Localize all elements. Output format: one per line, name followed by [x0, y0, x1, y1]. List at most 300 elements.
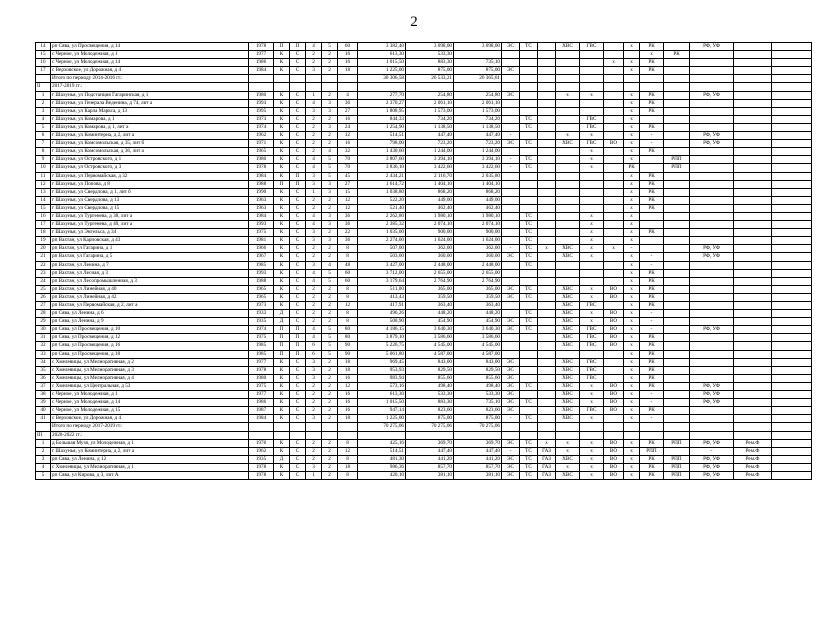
table-cell: 533,30: [406, 51, 454, 59]
table-cell: ТС: [520, 140, 538, 148]
table-cell: 22: [338, 229, 358, 237]
table-cell: 2: [306, 285, 322, 293]
table-cell: К: [274, 302, 290, 310]
table-cell: 1984: [249, 415, 274, 423]
table-cell: х: [624, 253, 640, 261]
table-cell: 18: [338, 415, 358, 423]
table-cell: 1975: [249, 382, 274, 390]
table-cell: 2: [322, 245, 338, 253]
table-cell: 277,70: [358, 91, 406, 99]
table-cell: 447,40: [454, 447, 502, 455]
table-cell: [690, 358, 734, 366]
table-cell: 7: [36, 140, 51, 148]
table-cell: [538, 140, 556, 148]
table-cell: [772, 123, 812, 131]
table-cell: 28: [36, 310, 51, 318]
table-cell: [604, 350, 624, 358]
table-row: [36, 196, 812, 204]
table-cell: х: [624, 99, 640, 107]
table-cell: 2: [322, 293, 338, 301]
table-cell: 1965: [249, 148, 274, 156]
table-cell: 1: [306, 471, 322, 479]
table-cell: ХВС: [556, 302, 580, 310]
table-cell: 4: [36, 463, 51, 471]
table-cell: 986,36: [358, 463, 406, 471]
table-cell: ХВС: [556, 293, 580, 301]
table-cell: [734, 302, 772, 310]
table-cell: х: [624, 439, 640, 447]
table-cell: К: [274, 253, 290, 261]
table-cell: 5: [322, 350, 338, 358]
table-cell: ЭС: [502, 366, 520, 374]
table-cell: 2: [322, 204, 338, 212]
table-cell: К: [274, 148, 290, 156]
table-cell: 13: [36, 188, 51, 196]
table-cell: -: [640, 132, 664, 140]
table-cell: 34: [36, 358, 51, 366]
table-cell: [604, 123, 624, 131]
table-cell: ВО: [604, 407, 624, 415]
table-cell: С: [290, 140, 306, 148]
table-cell: [538, 51, 556, 59]
table-cell: х: [624, 358, 640, 366]
table-cell: С: [290, 261, 306, 269]
table-row: [36, 382, 812, 390]
table-cell: С: [290, 107, 306, 115]
table-cell: [274, 83, 290, 91]
table-cell: [604, 75, 624, 83]
table-cell: ЭС: [502, 463, 520, 471]
table-cell: ЭС: [502, 399, 520, 407]
table-cell: х: [624, 188, 640, 196]
table-cell: ХВС: [556, 407, 580, 415]
table-cell: [664, 293, 690, 301]
table-cell: [338, 75, 358, 83]
table-cell: 2: [306, 293, 322, 301]
table-cell: РК: [640, 471, 664, 479]
table-cell: С: [290, 188, 306, 196]
table-row: [36, 123, 812, 131]
table-cell: 2: [322, 51, 338, 59]
table-cell: с Черное, ул Молодежная, д 1: [51, 391, 249, 399]
table-cell: ЭС: [502, 43, 520, 51]
table-row: [36, 67, 812, 75]
table-cell: 3 879,10: [358, 334, 406, 342]
table-cell: х: [604, 245, 624, 253]
table-cell: 1984: [249, 67, 274, 75]
table-cell: [664, 59, 690, 67]
table-cell: 1 624,00: [454, 237, 502, 245]
table-cell: ВО: [604, 293, 624, 301]
table-cell: [556, 204, 580, 212]
table-cell: 3: [306, 67, 322, 75]
table-cell: ВО: [604, 382, 624, 390]
table-cell: 40: [36, 407, 51, 415]
table-cell: 2: [306, 51, 322, 59]
table-cell: ТС: [520, 164, 538, 172]
table-cell: 60: [338, 277, 358, 285]
table-cell: -: [640, 253, 664, 261]
table-cell: К: [274, 293, 290, 301]
table-cell: [556, 221, 580, 229]
table-cell: ВО: [604, 140, 624, 148]
table-cell: 4: [36, 115, 51, 123]
table-cell: С: [290, 148, 306, 156]
table-cell: г Шахунья, ул Попова, д 8: [51, 180, 249, 188]
table-cell: 4 545,00: [406, 342, 454, 350]
table-cell: 3: [306, 172, 322, 180]
table-row: [36, 229, 812, 237]
table-cell: [734, 358, 772, 366]
table-cell: 5 061,80: [358, 350, 406, 358]
table-cell: [604, 366, 624, 374]
table-cell: ГАЗ: [538, 455, 556, 463]
table-cell: 1 573,00: [454, 107, 502, 115]
table-cell: РК: [640, 43, 664, 51]
table-cell: х: [624, 455, 640, 463]
table-cell: К: [274, 172, 290, 180]
table-cell: ТС: [520, 253, 538, 261]
table-cell: 1993: [249, 99, 274, 107]
table-cell: 17: [36, 67, 51, 75]
table-cell: 844,33: [358, 115, 406, 123]
table-cell: 734,20: [454, 115, 502, 123]
table-cell: [640, 245, 664, 253]
table-cell: 1988: [249, 277, 274, 285]
table-cell: 613,30: [358, 391, 406, 399]
table-cell: [664, 374, 690, 382]
table-cell: 857,70: [454, 463, 502, 471]
table-cell: 462,40: [406, 204, 454, 212]
table-cell: 1985: [249, 350, 274, 358]
table-cell: 1985: [249, 342, 274, 350]
table-cell: [556, 164, 580, 172]
table-cell: [556, 123, 580, 131]
table-cell: 1962: [249, 132, 274, 140]
table-cell: 36: [338, 212, 358, 220]
table-cell: 3 179,64: [358, 277, 406, 285]
table-cell: [502, 115, 520, 123]
table-cell: 723,20: [406, 140, 454, 148]
table-cell: х: [624, 374, 640, 382]
table-cell: ВО: [604, 334, 624, 342]
table-cell: 2: [322, 455, 338, 463]
table-cell: [502, 212, 520, 220]
table-cell: ХВС: [556, 253, 580, 261]
table-cell: 3: [322, 180, 338, 188]
table-cell: [520, 75, 538, 83]
table-cell: [604, 172, 624, 180]
table-cell: [604, 423, 624, 431]
table-cell: рп Сява, ул Ленина, д 6: [51, 310, 249, 318]
table-cell: 883,30: [406, 59, 454, 67]
table-cell: 2: [36, 99, 51, 107]
table-cell: 3 422,60: [454, 164, 502, 172]
table-cell: 1993: [249, 269, 274, 277]
table-cell: [580, 196, 604, 204]
table-cell: П: [290, 342, 306, 350]
table-cell: ТС: [520, 471, 538, 479]
table-cell: 481,30: [358, 455, 406, 463]
table-cell: [772, 269, 812, 277]
table-cell: г Шахунья, ул Тургенева, д 40, лит а: [51, 221, 249, 229]
table-cell: х: [624, 229, 640, 237]
table-cell: х: [624, 326, 640, 334]
table-cell: 9: [36, 156, 51, 164]
table-cell: 4: [322, 148, 338, 156]
table-cell: рп Сява, ул Кирова, д 3, лит А: [51, 471, 249, 479]
table-cell: 16: [36, 212, 51, 220]
table-cell: [664, 75, 690, 83]
table-cell: 1965: [249, 293, 274, 301]
table-cell: 36: [338, 99, 358, 107]
table-cell: РФ, УФ: [690, 463, 734, 471]
table-cell: 2: [322, 382, 338, 390]
table-cell: г Шахунья, ул Свердлова, д 13: [51, 196, 249, 204]
table-cell: [580, 67, 604, 75]
table-cell: 868,20: [406, 188, 454, 196]
table-cell: 2: [322, 399, 338, 407]
table-cell: [664, 358, 690, 366]
table-cell: д Большая Музя, ул Молодежная, д 1: [51, 439, 249, 447]
table-cell: С: [290, 59, 306, 67]
table-cell: ХВС: [556, 334, 580, 342]
table-cell: 2 655,00: [406, 269, 454, 277]
table-cell: [664, 447, 690, 455]
table-cell: 1 138,50: [454, 123, 502, 131]
table-cell: 2: [322, 407, 338, 415]
table-cell: [322, 431, 338, 439]
table-cell: С: [290, 196, 306, 204]
table-cell: [690, 164, 734, 172]
table-cell: 2 061,10: [454, 99, 502, 107]
table-cell: 6: [306, 350, 322, 358]
table-cell: ЭС: [502, 358, 520, 366]
table-cell: [358, 83, 406, 91]
table-cell: с Черное, ул Молодежная, д 1: [51, 51, 249, 59]
table-cell: [502, 196, 520, 204]
table-cell: К: [274, 188, 290, 196]
table-cell: [556, 196, 580, 204]
table-cell: [580, 172, 604, 180]
table-cell: [604, 99, 624, 107]
table-cell: [664, 212, 690, 220]
table-cell: 2 061,10: [406, 99, 454, 107]
table-cell: [502, 310, 520, 318]
table-cell: [290, 83, 306, 91]
table-cell: 533,30: [406, 391, 454, 399]
table-cell: 3: [306, 107, 322, 115]
table-cell: [249, 83, 274, 91]
table-cell: 1974: [249, 326, 274, 334]
table-cell: [772, 431, 812, 439]
table-cell: Рем.Ф: [734, 463, 772, 471]
table-cell: 31: [36, 334, 51, 342]
table-cell: [338, 431, 358, 439]
table-cell: 3 422,60: [406, 164, 454, 172]
table-cell: 1975: [249, 334, 274, 342]
table-cell: х: [624, 447, 640, 455]
table-cell: [520, 148, 538, 156]
table-cell: 2: [322, 391, 338, 399]
table-cell: [502, 148, 520, 156]
table-cell: РПП: [664, 439, 690, 447]
table-cell: ЭС: [502, 253, 520, 261]
table-cell: РФ, УФ: [690, 132, 734, 140]
table-cell: 5: [36, 471, 51, 479]
table-cell: [556, 99, 580, 107]
table-cell: [734, 172, 772, 180]
table-cell: РПП: [664, 463, 690, 471]
table-cell: РК: [640, 302, 664, 310]
table-cell: [520, 407, 538, 415]
table-cell: [604, 237, 624, 245]
table-cell: [690, 237, 734, 245]
table-cell: 5: [322, 164, 338, 172]
table-cell: рп Вахтан, ул Лесопромышленная, д 3: [51, 277, 249, 285]
table-cell: х: [624, 399, 640, 407]
table-cell: С: [290, 471, 306, 479]
table-cell: [772, 471, 812, 479]
table-cell: 3: [306, 366, 322, 374]
table-cell: 4: [306, 164, 322, 172]
table-cell: [734, 156, 772, 164]
table-cell: [772, 391, 812, 399]
table-cell: [290, 423, 306, 431]
table-cell: -: [640, 140, 664, 148]
table-cell: [538, 172, 556, 180]
table-cell: К: [274, 447, 290, 455]
table-cell: РК: [640, 196, 664, 204]
table-cell: х: [580, 132, 604, 140]
table-cell: [772, 221, 812, 229]
table-cell: 1963: [249, 196, 274, 204]
table-cell: ЭС: [502, 374, 520, 382]
table-cell: [290, 75, 306, 83]
table-cell: 18: [338, 463, 358, 471]
table-cell: 1995: [249, 107, 274, 115]
table-cell: х: [538, 245, 556, 253]
table-cell: рп Вахтан, ул Лесная, д 3: [51, 269, 249, 277]
table-cell: [520, 107, 538, 115]
table-cell: [538, 399, 556, 407]
table-cell: х: [580, 229, 604, 237]
table-cell: 2: [306, 399, 322, 407]
table-cell: 60: [338, 43, 358, 51]
table-cell: [772, 382, 812, 390]
table-cell: г Шахунья, ул Коминтерна, д 2, лит а: [51, 132, 249, 140]
table-cell: 359,50: [406, 293, 454, 301]
table-cell: П: [290, 43, 306, 51]
table-cell: -: [640, 415, 664, 423]
table-cell: [604, 277, 624, 285]
table-cell: [772, 447, 812, 455]
table-cell: ЭС: [502, 326, 520, 334]
table-cell: [502, 237, 520, 245]
table-cell: С: [290, 391, 306, 399]
table-cell: х: [624, 391, 640, 399]
table-cell: 16: [338, 115, 358, 123]
table-cell: [538, 293, 556, 301]
table-cell: 360,00: [454, 253, 502, 261]
table-cell: К: [274, 399, 290, 407]
table-cell: [556, 229, 580, 237]
table-cell: с Хмелевицы, ул Мелиоративная, д 4: [51, 374, 249, 382]
table-cell: рп Сява, ул Просвещения, д 14: [51, 43, 249, 51]
table-cell: х: [624, 310, 640, 318]
table-cell: [664, 43, 690, 51]
table-cell: х: [604, 59, 624, 67]
total-value: 26 533,21: [406, 75, 454, 83]
table-cell: РК: [640, 366, 664, 374]
table-cell: 613,30: [358, 51, 406, 59]
table-cell: [690, 277, 734, 285]
table-cell: [664, 302, 690, 310]
table-cell: РК: [640, 342, 664, 350]
table-cell: К: [274, 391, 290, 399]
table-cell: ТС: [520, 115, 538, 123]
table-cell: 32: [36, 342, 51, 350]
table-row: [36, 156, 812, 164]
table-cell: С: [290, 221, 306, 229]
table-cell: 3: [322, 188, 338, 196]
table-cell: 413,43: [358, 293, 406, 301]
table-cell: [538, 261, 556, 269]
table-cell: х: [580, 463, 604, 471]
table-cell: 3 586,60: [406, 334, 454, 342]
table-cell: [520, 180, 538, 188]
table-cell: 3: [306, 374, 322, 382]
table-cell: [538, 431, 556, 439]
table-row: [36, 99, 812, 107]
table-cell: 1 624,00: [406, 237, 454, 245]
table-cell: 4 186,15: [358, 326, 406, 334]
table-cell: [580, 180, 604, 188]
table-cell: 734,20: [406, 115, 454, 123]
table-cell: [772, 415, 812, 423]
table-cell: РК: [640, 99, 664, 107]
table-cell: П: [274, 334, 290, 342]
total-value: 26 365,01: [454, 75, 502, 83]
table-cell: [690, 75, 734, 83]
table-cell: РФ, УФ: [690, 43, 734, 51]
table-cell: [580, 277, 604, 285]
table-cell: 18: [36, 229, 51, 237]
table-cell: х: [580, 221, 604, 229]
table-cell: 365,00: [406, 285, 454, 293]
table-cell: х: [580, 455, 604, 463]
table-cell: 18: [338, 366, 358, 374]
table-cell: [734, 334, 772, 342]
table-cell: [690, 51, 734, 59]
table-cell: 3: [322, 212, 338, 220]
table-cell: 8: [338, 293, 358, 301]
table-cell: 33: [36, 350, 51, 358]
table-cell: [520, 277, 538, 285]
table-cell: 2: [306, 132, 322, 140]
table-cell: 4: [306, 269, 322, 277]
table-cell: 2: [322, 59, 338, 67]
table-cell: 1986: [249, 59, 274, 67]
table-cell: [604, 83, 624, 91]
table-cell: 2: [322, 196, 338, 204]
table-cell: [502, 180, 520, 188]
table-cell: [640, 83, 664, 91]
table-cell: [538, 188, 556, 196]
table-cell: [734, 342, 772, 350]
table-cell: 1976: [249, 439, 274, 447]
table-cell: [664, 366, 690, 374]
